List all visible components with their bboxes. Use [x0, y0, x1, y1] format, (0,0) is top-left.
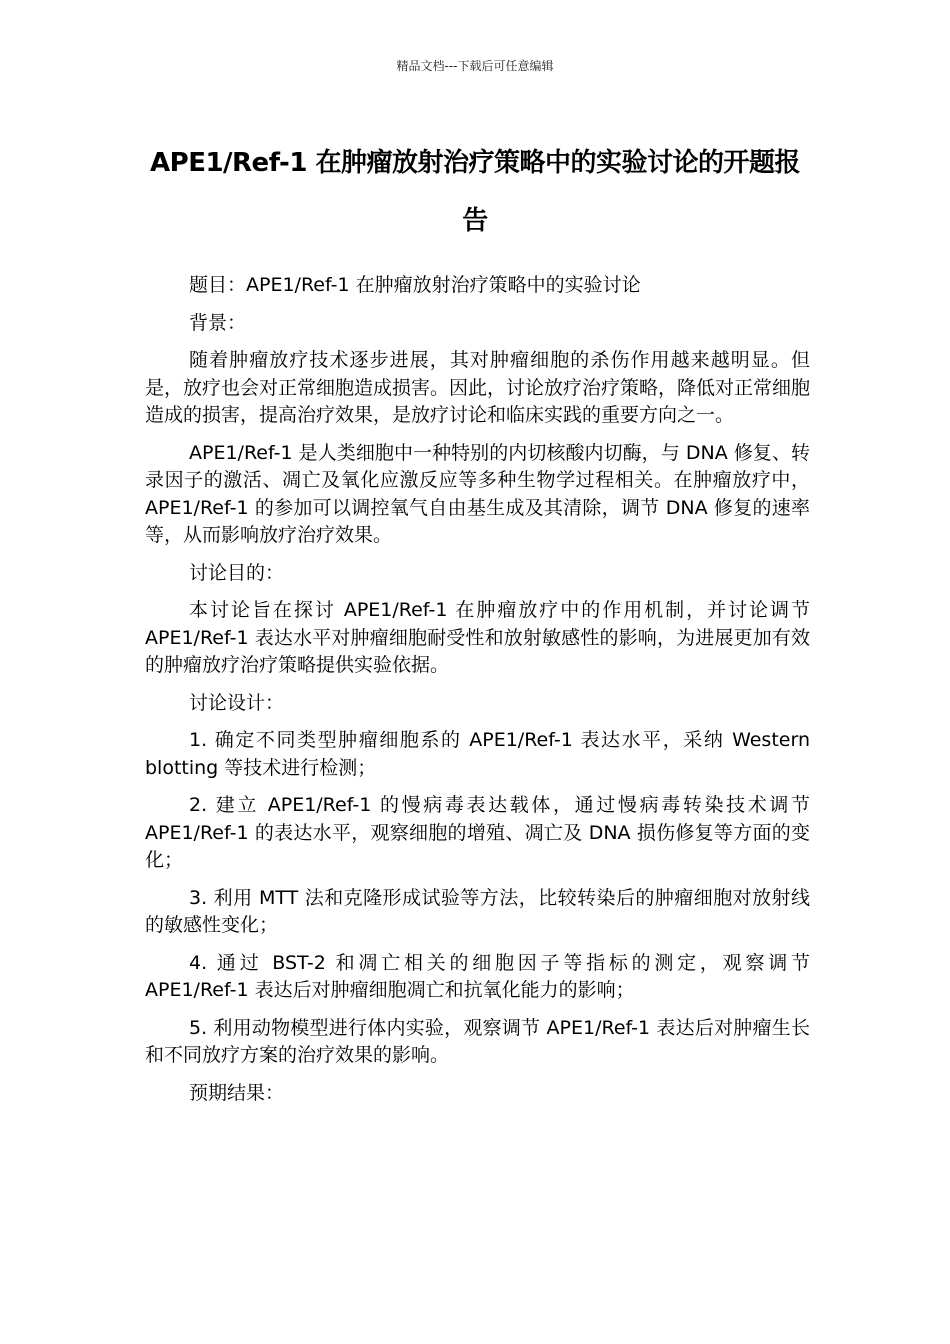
design-item-5: 5. 利用动物模型进行体内实验，观察调节 APE1/Ref-1 表达后对肿瘤生长和不同放疗方案的治疗效果的影响。: [145, 1016, 810, 1066]
design-item-3: 3. 利用 MTT 法和克隆形成试验等方法，比较转染后的肿瘤细胞对放射线的敏感性变化；: [145, 886, 810, 936]
paragraph-background-1: 随着肿瘤放疗技术逐步进展，其对肿瘤细胞的杀伤作用越来越明显。但是，放疗也会对正常细胞造成损害。因此，讨论放疗治疗策略，降低对正常细胞造成的损害，提高治疗效果，是放疗讨论和临床实践的重要方向之一。: [145, 349, 811, 426]
paragraph-background-2: APE1/Ref-1 是人类细胞中一种特别的内切核酸内切酶，与 DNA 修复、转录因子的激活、凋亡及氧化应激反应等多种生物学过程相关。在肿瘤放疗中，APE1/Ref-1 的参加可以调控氧气自由基生成及其清除，调节 DNA 修复的速率等，从而影响放疗治疗效果。: [145, 441, 810, 546]
heading-design: 讨论设计：: [189, 691, 285, 714]
paragraph-purpose: 本讨论旨在探讨 APE1/Ref-1 在肿瘤放疗中的作用机制，并讨论调节 APE1/Ref-1 表达水平对肿瘤细胞耐受性和放射敏感性的影响，为进展更加有效的肿瘤放疗治疗策略提供实验依据。: [145, 599, 810, 676]
heading-background: 背景：: [189, 311, 247, 334]
heading-purpose: 讨论目的：: [189, 561, 285, 584]
design-item-4: 4. 通过 BST-2 和凋亡相关的细胞因子等指标的测定，观察调节 APE1/Ref-1 表达后对肿瘤细胞凋亡和抗氧化能力的影响；: [145, 951, 810, 1001]
paragraph-topic: 题目：APE1/Ref-1 在肿瘤放射治疗策略中的实验讨论: [189, 274, 641, 296]
document-body: [145, 272, 810, 1117]
header-note: 精品文档---下载后可任意编辑: [396, 59, 554, 73]
design-item-2: 2. 建立 APE1/Ref-1 的慢病毒表达载体，通过慢病毒转染技术调节 APE1/Ref-1 的表达水平，观察细胞的增殖、凋亡及 DNA 损伤修复等方面的变化；: [145, 794, 810, 871]
design-item-1: 1. 确定不同类型肿瘤细胞系的 APE1/Ref-1 表达水平，采纳 Western blotting 等技术进行检测；: [145, 729, 810, 779]
document-title: APE1/Ref-1 在肿瘤放射治疗策略中的实验讨论的开题报告: [150, 148, 800, 236]
heading-expected-results: 预期结果：: [189, 1081, 285, 1104]
